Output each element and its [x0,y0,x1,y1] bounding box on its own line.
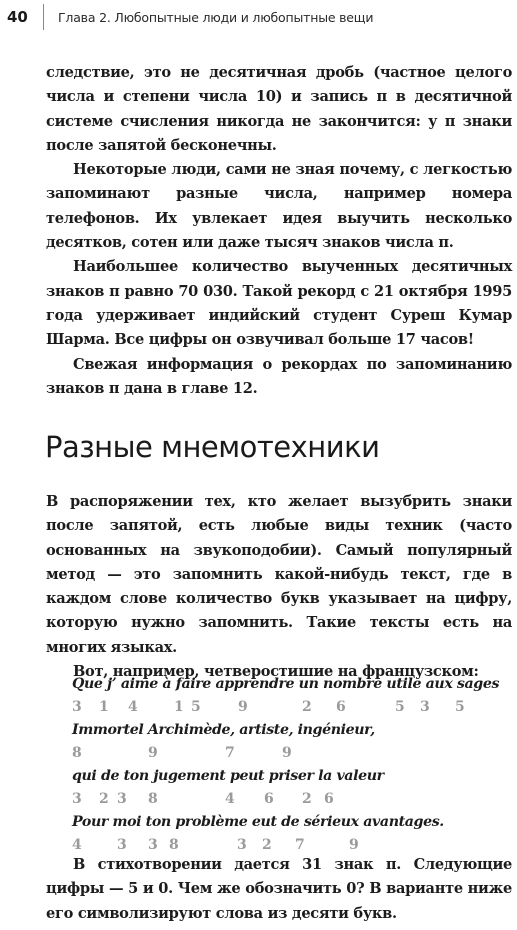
poem-digit: 6 [336,699,346,715]
poem-digits-3 [72,788,512,811]
paragraph-record: Наибольшее количество выученных десятичных знаков π равно 70 030. Такой рекорд с 21 октября 1995 года удерживает индийский студент Суреш Кумар Шарма. Все цифры он озвучивал больше 17 часов! [46,258,512,349]
poem-line-4: Pour moi ton problème eut de sérieux avantages. [72,814,444,830]
poem-digit: 2 [262,837,272,853]
top-text-block [46,61,512,401]
poem-digit: 3 [117,791,127,807]
page-number: 40 [7,8,28,26]
closing-text-block [46,853,512,926]
header-divider [43,4,44,30]
poem-digit: 3 [148,837,158,853]
poem-line-2: Immortel Archimède, artiste, ingénieur, [72,722,375,738]
paragraph-memorization: Некоторые люди, сами не зная почему, с легкостью запоминают разные числа, например номера телефонов. Их увлекает идея выучить несколько десятков, сотен или даже тысяч знаков числа π. [46,161,512,252]
poem-line-3: qui de ton jugement peut priser la valeur [72,768,384,784]
poem-line-1: Que j’ aime à faire apprendre un nombre utile aux sages [72,676,500,692]
paragraph-poem-intro: Вот, например, четверостишие на французском: [73,663,479,681]
poem-digit: 9 [349,837,359,853]
page-header [0,0,517,40]
poem-digit: 4 [225,791,235,807]
section-title: Разные мнемотехники [45,430,380,464]
poem-digit: 9 [282,745,292,761]
poem-digit: 9 [238,699,248,715]
poem-digit: 3 [72,791,82,807]
section-text-block [46,490,512,684]
poem-digit: 3 [420,699,430,715]
poem-digit: 2 [99,791,109,807]
poem-digit: 7 [225,745,235,761]
running-head: Глава 2. Любопытные люди и любопытные вещи [58,10,374,25]
poem-digit: 1 [99,699,109,715]
poem-digit: 2 [302,699,312,715]
poem-digit: 4 [72,837,82,853]
poem-digit: 7 [295,837,305,853]
poem-digit: 3 [237,837,247,853]
poem-digit: 9 [148,745,158,761]
poem-digit: 2 [302,791,312,807]
poem-digit: 5 [191,699,201,715]
poem-digits-1 [72,696,512,719]
paragraph-chapter-ref: Свежая информация о рекордах по запоминанию знаков π дана в главе 12. [46,355,512,397]
poem-digit: 3 [117,837,127,853]
paragraph-continuation: следствие, это не десятичная дробь (частное целого числа и степени числа 10) и запись π в десятичной системе счисления никогда не закончится: у π знаки после запятой бесконечны. [46,64,512,154]
french-poem [72,673,512,857]
poem-digits-2 [72,742,512,765]
poem-digit: 8 [72,745,82,761]
poem-digit: 5 [455,699,465,715]
poem-digit: 8 [169,837,179,853]
poem-digit: 1 [174,699,184,715]
poem-digit: 6 [324,791,334,807]
paragraph-techniques: В распоряжении тех, кто желает вызубрить знаки после запятой, есть любые виды техник (часто основанных на звукоподобии). Самый популярный метод — это запомнить какой-нибудь текст, где в каждом слове количество букв указывает на цифру, которую нужно запомнить. Такие тексты есть на многих языках. [46,493,512,656]
poem-digit: 5 [395,699,405,715]
poem-digit: 8 [148,791,158,807]
paragraph-poem-digits: В стихотворении дается 31 знак π. Следующие цифры — 5 и 0. Чем же обозначить 0? В варианте ниже его символизируют слова из десяти букв. [46,856,512,922]
poem-digit: 4 [128,699,138,715]
poem-digit: 6 [264,791,274,807]
poem-digit: 3 [72,699,82,715]
